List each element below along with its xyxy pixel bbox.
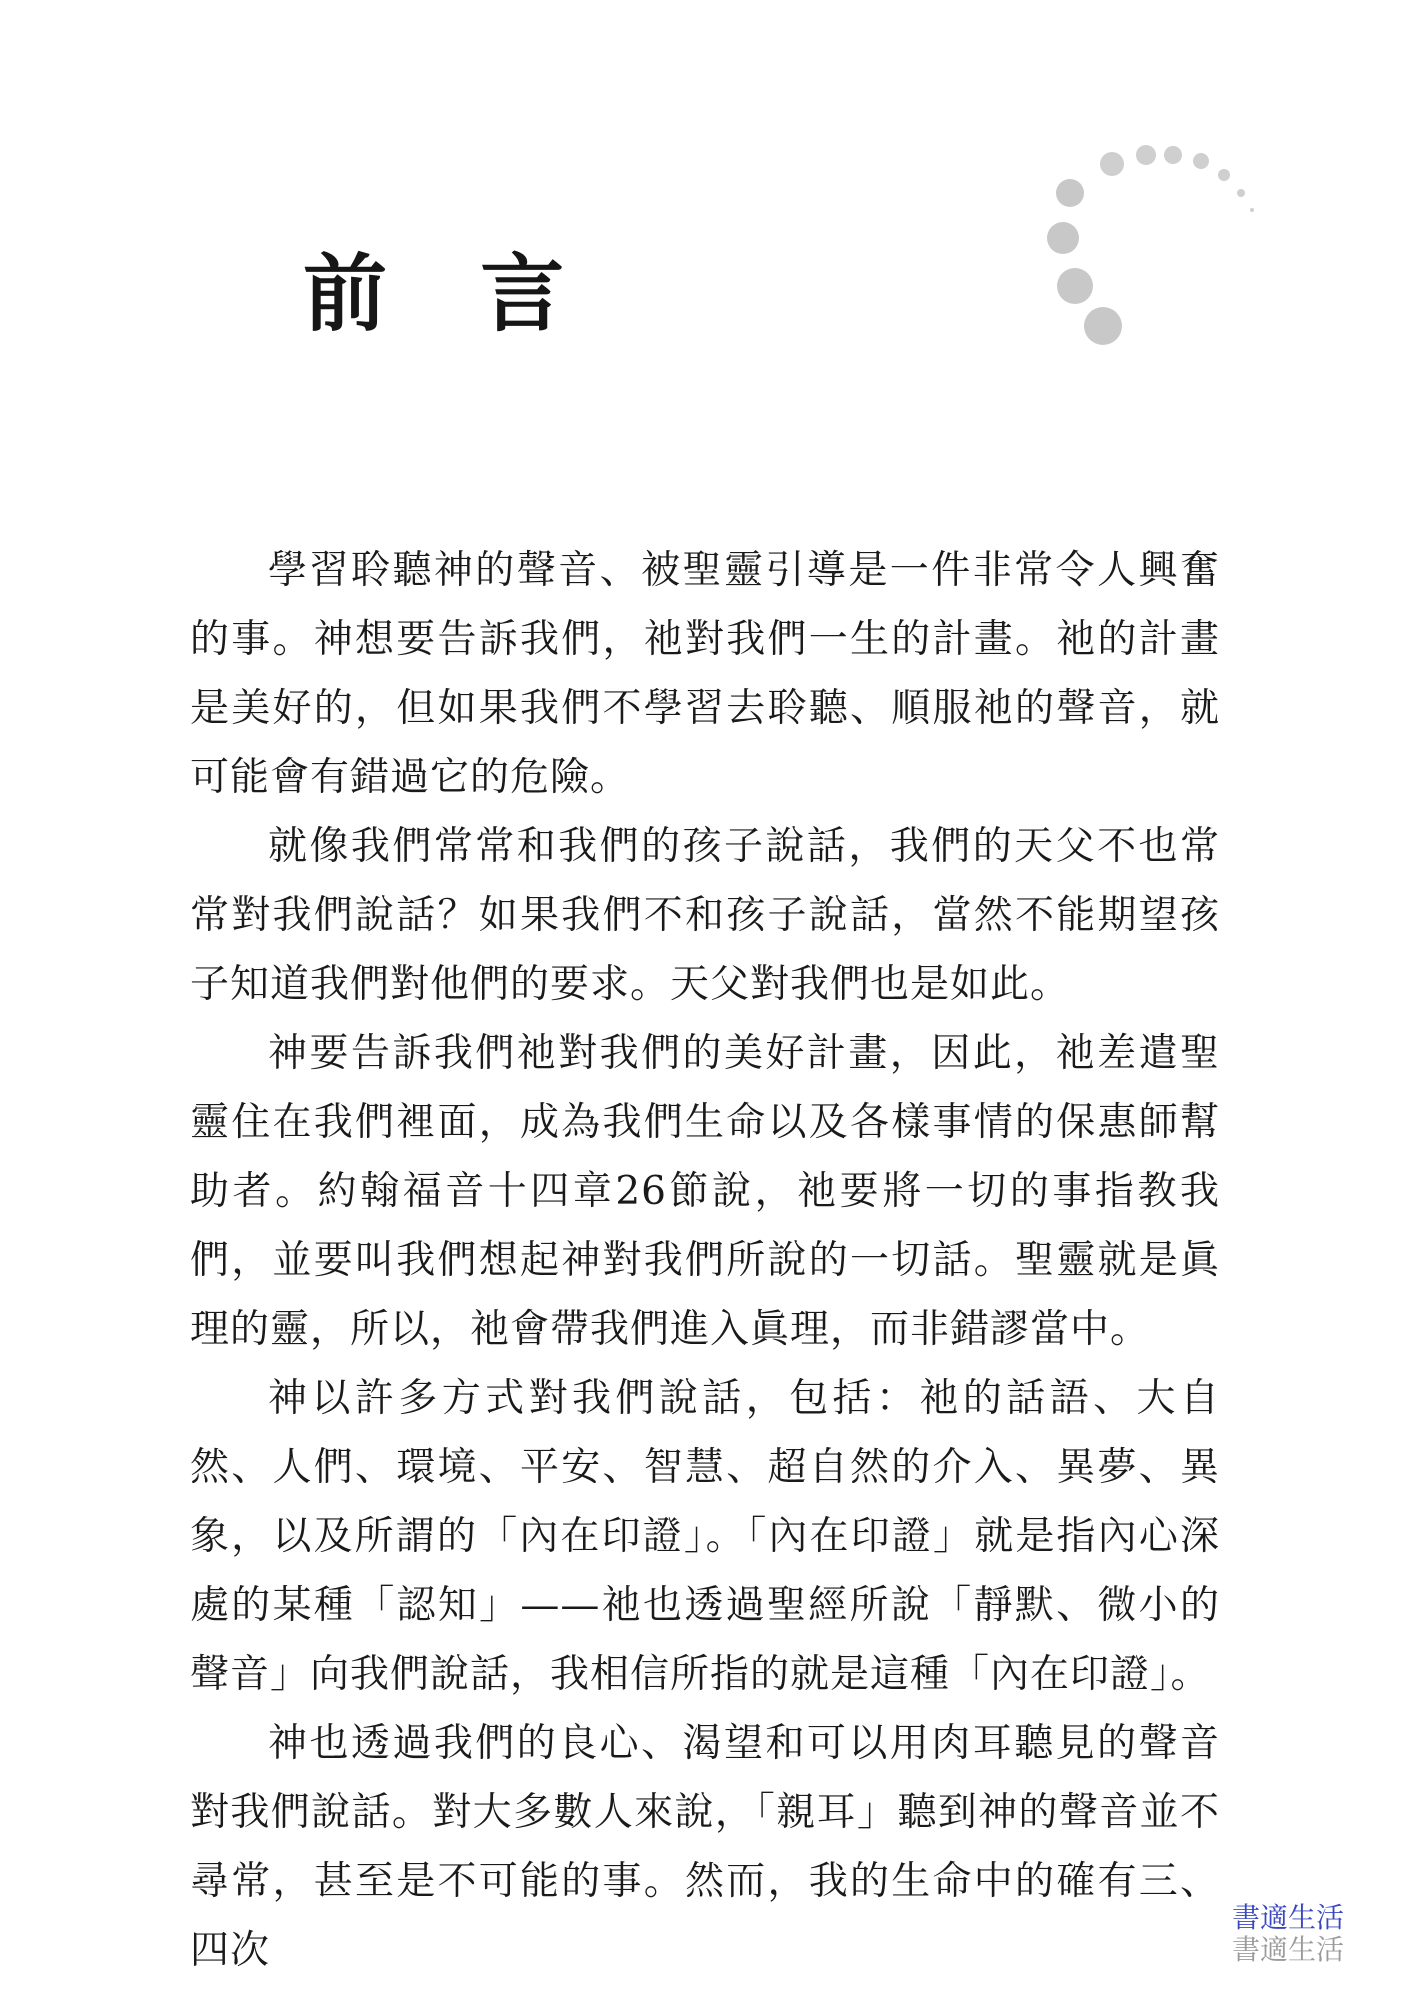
page-title: 前 言: [303, 244, 597, 343]
body-text: [190, 536, 1220, 1985]
dot: [1237, 189, 1245, 197]
dot: [1100, 152, 1124, 176]
dot: [1084, 307, 1122, 345]
watermark-line: 書適生活: [1231, 1933, 1344, 1966]
dot: [1218, 169, 1230, 181]
paragraph: 神也透過我們的良心、渴望和可以用肉耳聽見的聲音對我們說話。對大多數人來說，「親耳」聽到神的聲音並不尋常，甚至是不可能的事。然而，我的生命中的確有三、四次: [190, 1721, 1220, 1973]
paragraph: 神以許多方式對我們說話，包括：祂的話語、大自然、人們、環境、平安、智慧、超自然的介入、異夢、異象，以及所謂的「內在印證」。「內在印證」就是指內心深處的某種「認知」——祂也透過聖經所說「靜默、微小的聲音」向我們說話，我相信所指的就是這種「內在印證」。: [190, 1376, 1220, 1697]
paragraph: 就像我們常常和我們的孩子說話，我們的天父不也常常對我們說話？如果我們不和孩子說話，當然不能期望孩子知道我們對他們的要求。天父對我們也是如此。: [190, 824, 1220, 1007]
dot: [1164, 146, 1182, 164]
dot: [1136, 145, 1156, 165]
dot: [1250, 208, 1254, 212]
dot: [1047, 222, 1079, 254]
paragraph: 神要告訴我們祂對我們的美好計畫，因此，祂差遣聖靈住在我們裡面，成為我們生命以及各樣事情的保惠師幫助者。約翰福音十四章26節說，祂要將一切的事指教我們，並要叫我們想起神對我們所說的一切話。聖靈就是眞理的靈，所以，祂會帶我們進入眞理，而非錯謬當中。: [190, 1031, 1220, 1352]
dot: [1056, 179, 1084, 207]
paragraph: 學習聆聽神的聲音、被聖靈引導是一件非常令人興奮的事。神想要告訴我們，祂對我們一生的計畫。祂的計畫是美好的，但如果我們不學習去聆聽、順服祂的聲音，就可能會有錯過它的危險。: [190, 548, 1220, 800]
watermark: [1232, 1902, 1344, 1966]
dot: [1057, 268, 1093, 304]
decorative-dots-arc: [0, 0, 1410, 400]
watermark-line: 書適生活: [1231, 1901, 1344, 1934]
dot: [1193, 153, 1209, 169]
